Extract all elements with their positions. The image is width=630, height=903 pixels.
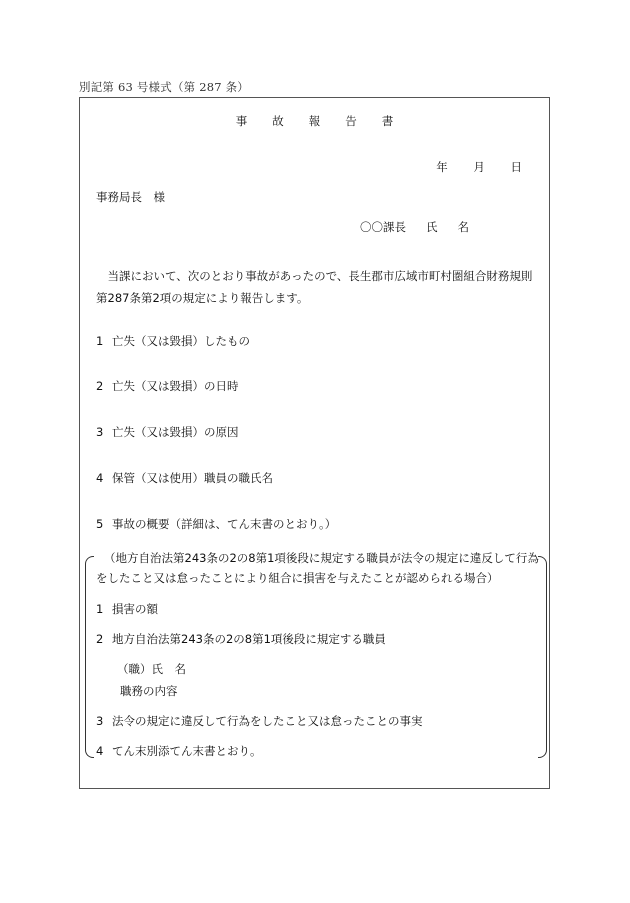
bracket-item-3: [96, 713, 423, 729]
body-line-2: 第287条第2項の規定により報告します。: [96, 291, 309, 305]
item-number: 3: [96, 425, 104, 439]
document-title: 事故報告書: [235, 114, 419, 128]
item-text: 亡失（又は毀損）したもの: [112, 334, 250, 348]
sender-name-label-2: 名: [457, 220, 469, 234]
staff-duties-line: 職務の内容: [120, 684, 178, 698]
item-2: [96, 378, 239, 394]
item-3: [96, 424, 239, 440]
item-number: 4: [96, 744, 104, 758]
item-5: [96, 516, 336, 532]
item-text: てん末別添てん末書とおり。: [112, 744, 262, 758]
item-number: 1: [96, 334, 104, 348]
item-number: 2: [96, 379, 104, 393]
item-number: 1: [96, 602, 104, 616]
item-number: 2: [96, 632, 104, 646]
bracket-item-1: [96, 601, 158, 617]
item-text: 亡失（又は毀損）の日時: [112, 379, 239, 393]
item-text: 法令の規定に違反して行為をしたこと又は怠ったことの事実: [112, 714, 423, 728]
bracket-intro-line-1: （地方自治法第243条の2の8第1項後段に規定する職員が法令の規定に違反して行為: [104, 551, 539, 565]
item-text: 事故の概要（詳細は、てん末書のとおり。）: [112, 517, 337, 531]
form-number-label: 別記第 63 号様式（第 287 条）: [79, 80, 250, 94]
bracket-left: [85, 556, 94, 758]
date-day-label: 日: [510, 160, 522, 174]
item-number: 5: [96, 517, 104, 531]
body-line-1: 当課において、次のとおり事故があったので、長生郡市広域市町村圏組合財務規則: [96, 269, 533, 283]
item-text: 地方自治法第243条の2の8第1項後段に規定する職員: [112, 632, 386, 646]
bracket-item-4: [96, 743, 262, 759]
sender-section: 〇〇課長: [360, 220, 406, 234]
item-text: 保管（又は使用）職員の職氏名: [112, 471, 273, 485]
sender-line: [360, 219, 469, 235]
date-month-label: 月: [473, 160, 485, 174]
date-year-label: 年: [436, 160, 448, 174]
bracket-right: [538, 556, 547, 758]
item-4: [96, 470, 273, 486]
item-text: 亡失（又は毀損）の原因: [112, 425, 239, 439]
bracket-item-2: [96, 631, 386, 647]
item-number: 4: [96, 471, 104, 485]
sender-name-label-1: 氏: [426, 220, 438, 234]
report-frame: [79, 97, 550, 789]
item-number: 3: [96, 714, 104, 728]
date-line: [436, 159, 522, 175]
staff-name-line: （職）氏 名: [117, 662, 186, 676]
item-text: 損害の額: [112, 602, 158, 616]
addressee: 事務局長 様: [96, 190, 165, 204]
item-1: [96, 333, 250, 349]
bracket-intro-line-2: をしたこと又は怠ったことにより組合に損害を与えたことが認められる場合）: [96, 571, 499, 585]
